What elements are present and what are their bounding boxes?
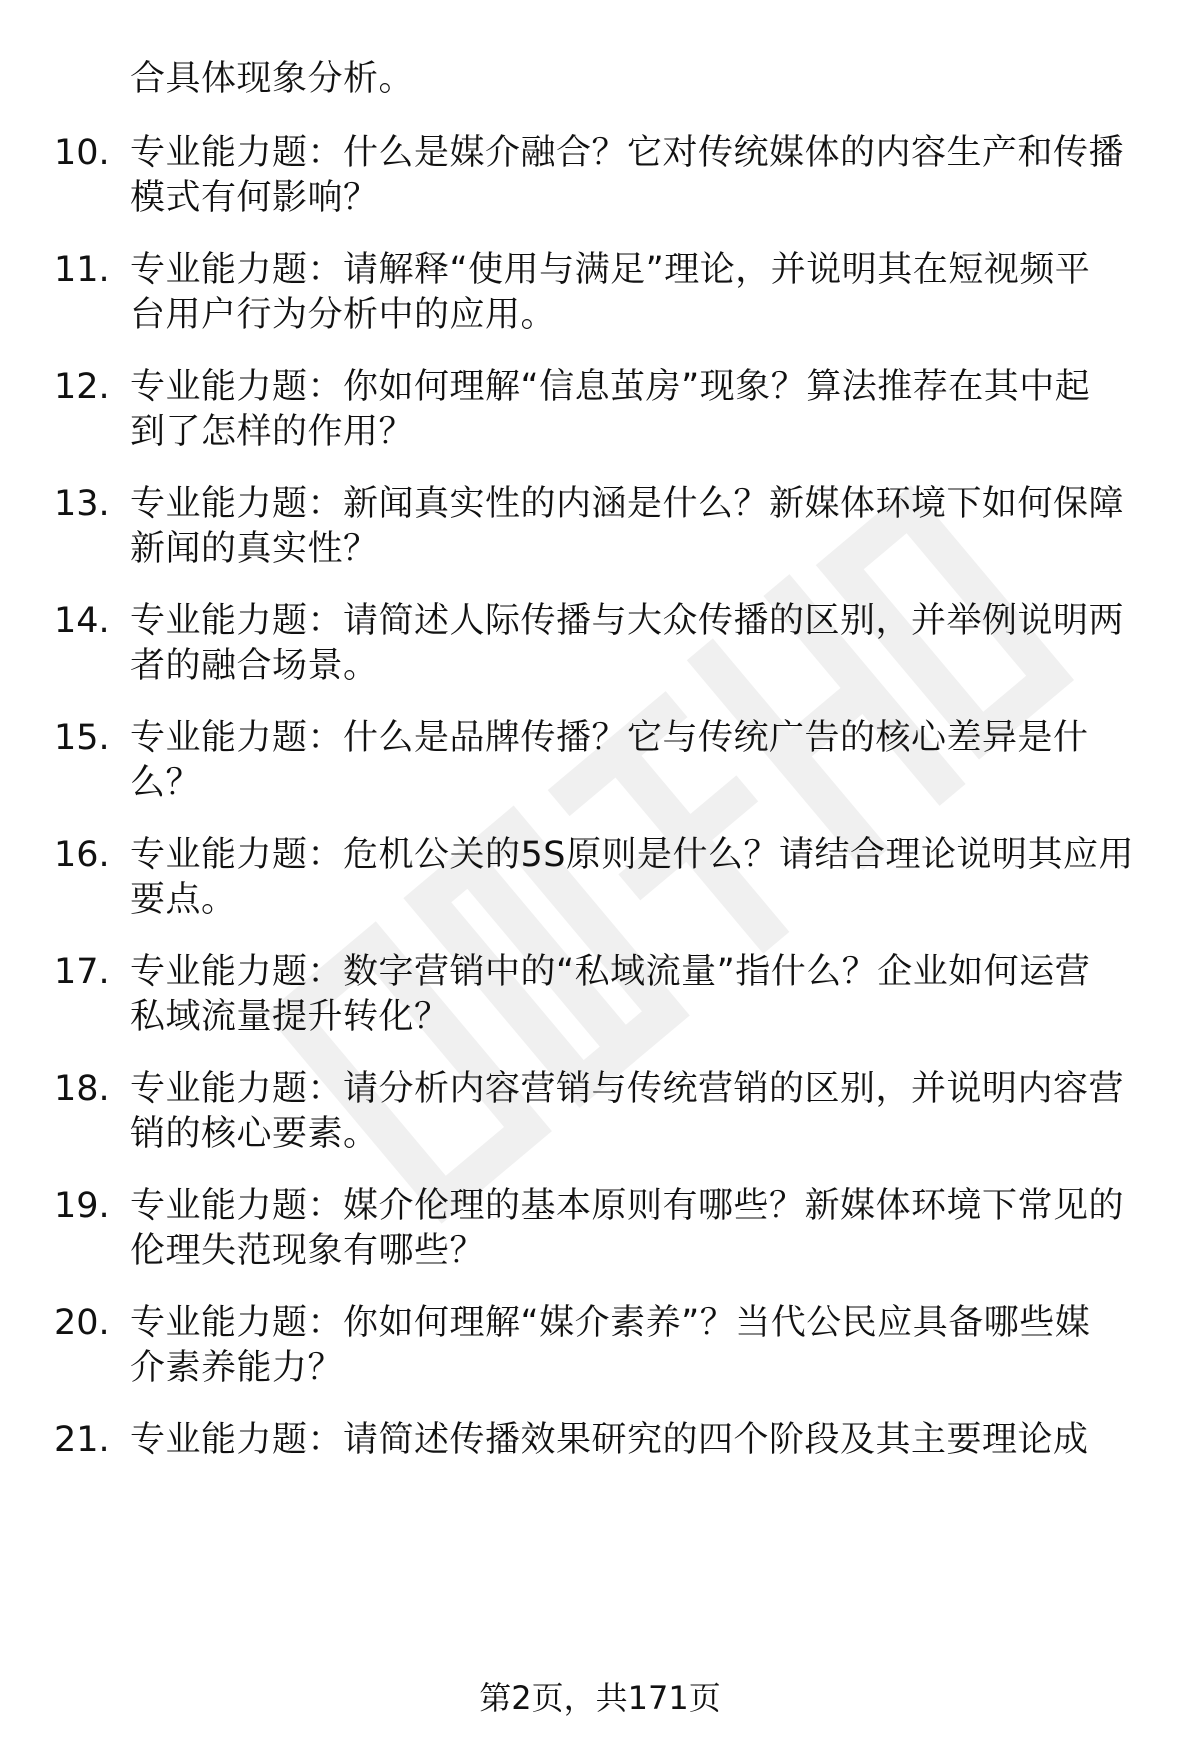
item-number: 17. [54,952,110,992]
item-text-line: 新闻的真实性？ [130,529,379,569]
item-text-line: 要点。 [130,880,237,920]
item-text-line: 专业能力题：请解释“使用与满足”理论，并说明其在短视频平 [130,250,1091,290]
item-text-line: 台用户行为分析中的应用。 [130,295,557,335]
item-number: 14. [54,601,110,641]
item-text-line: 么？ [130,763,202,803]
item-number: 12. [54,367,110,407]
item-text-line: 专业能力题：什么是品牌传播？它与传统广告的核心差异是什 [130,718,1089,758]
item-text-line: 专业能力题：你如何理解“信息茧房”现象？算法推荐在其中起 [130,367,1091,407]
item-text-line: 专业能力题：媒介伦理的基本原则有哪些？新媒体环境下常见的 [130,1186,1125,1226]
item-text-line: 专业能力题：请分析内容营销与传统营销的区别，并说明内容营 [130,1069,1125,1109]
item-text-line: 专业能力题：请简述传播效果研究的四个阶段及其主要理论成 [130,1420,1089,1460]
item-text-line: 专业能力题：你如何理解“媒介素养”？当代公民应具备哪些媒 [130,1303,1091,1343]
item-text-line: 模式有何影响？ [130,178,379,218]
item-text-line: 专业能力题：什么是媒介融合？它对传统媒体的内容生产和传播 [130,133,1125,173]
item-number: 21. [54,1420,110,1460]
item-text-line: 私域流量提升转化？ [130,997,450,1037]
item-number: 16. [54,835,110,875]
item-number: 11. [54,250,110,290]
item-number: 15. [54,718,110,758]
item-text-line: 到了怎样的作用？ [130,412,415,452]
item-text-line: 专业能力题：新闻真实性的内涵是什么？新媒体环境下如何保障 [130,484,1125,524]
item-text-line: 销的核心要素。 [130,1114,379,1154]
item-number: 19. [54,1186,110,1226]
item-text-line: 专业能力题：危机公关的5S原则是什么？请结合理论说明其应用 [130,835,1134,875]
intro-continuation: 合具体现象分析。 [130,59,415,99]
item-text-line: 介素养能力？ [130,1348,344,1388]
item-text-line: 者的融合场景。 [130,646,379,686]
item-text-line: 专业能力题：数字营销中的“私域流量”指什么？企业如何运营 [130,952,1091,992]
item-number: 13. [54,484,110,524]
page-footer: 第2页，共171页 [479,1679,721,1717]
item-number: 20. [54,1303,110,1343]
item-number: 18. [54,1069,110,1109]
item-number: 10. [54,133,110,173]
item-text-line: 专业能力题：请简述人际传播与大众传播的区别，并举例说明两 [130,601,1125,641]
item-text-line: 伦理失范现象有哪些？ [130,1231,486,1271]
